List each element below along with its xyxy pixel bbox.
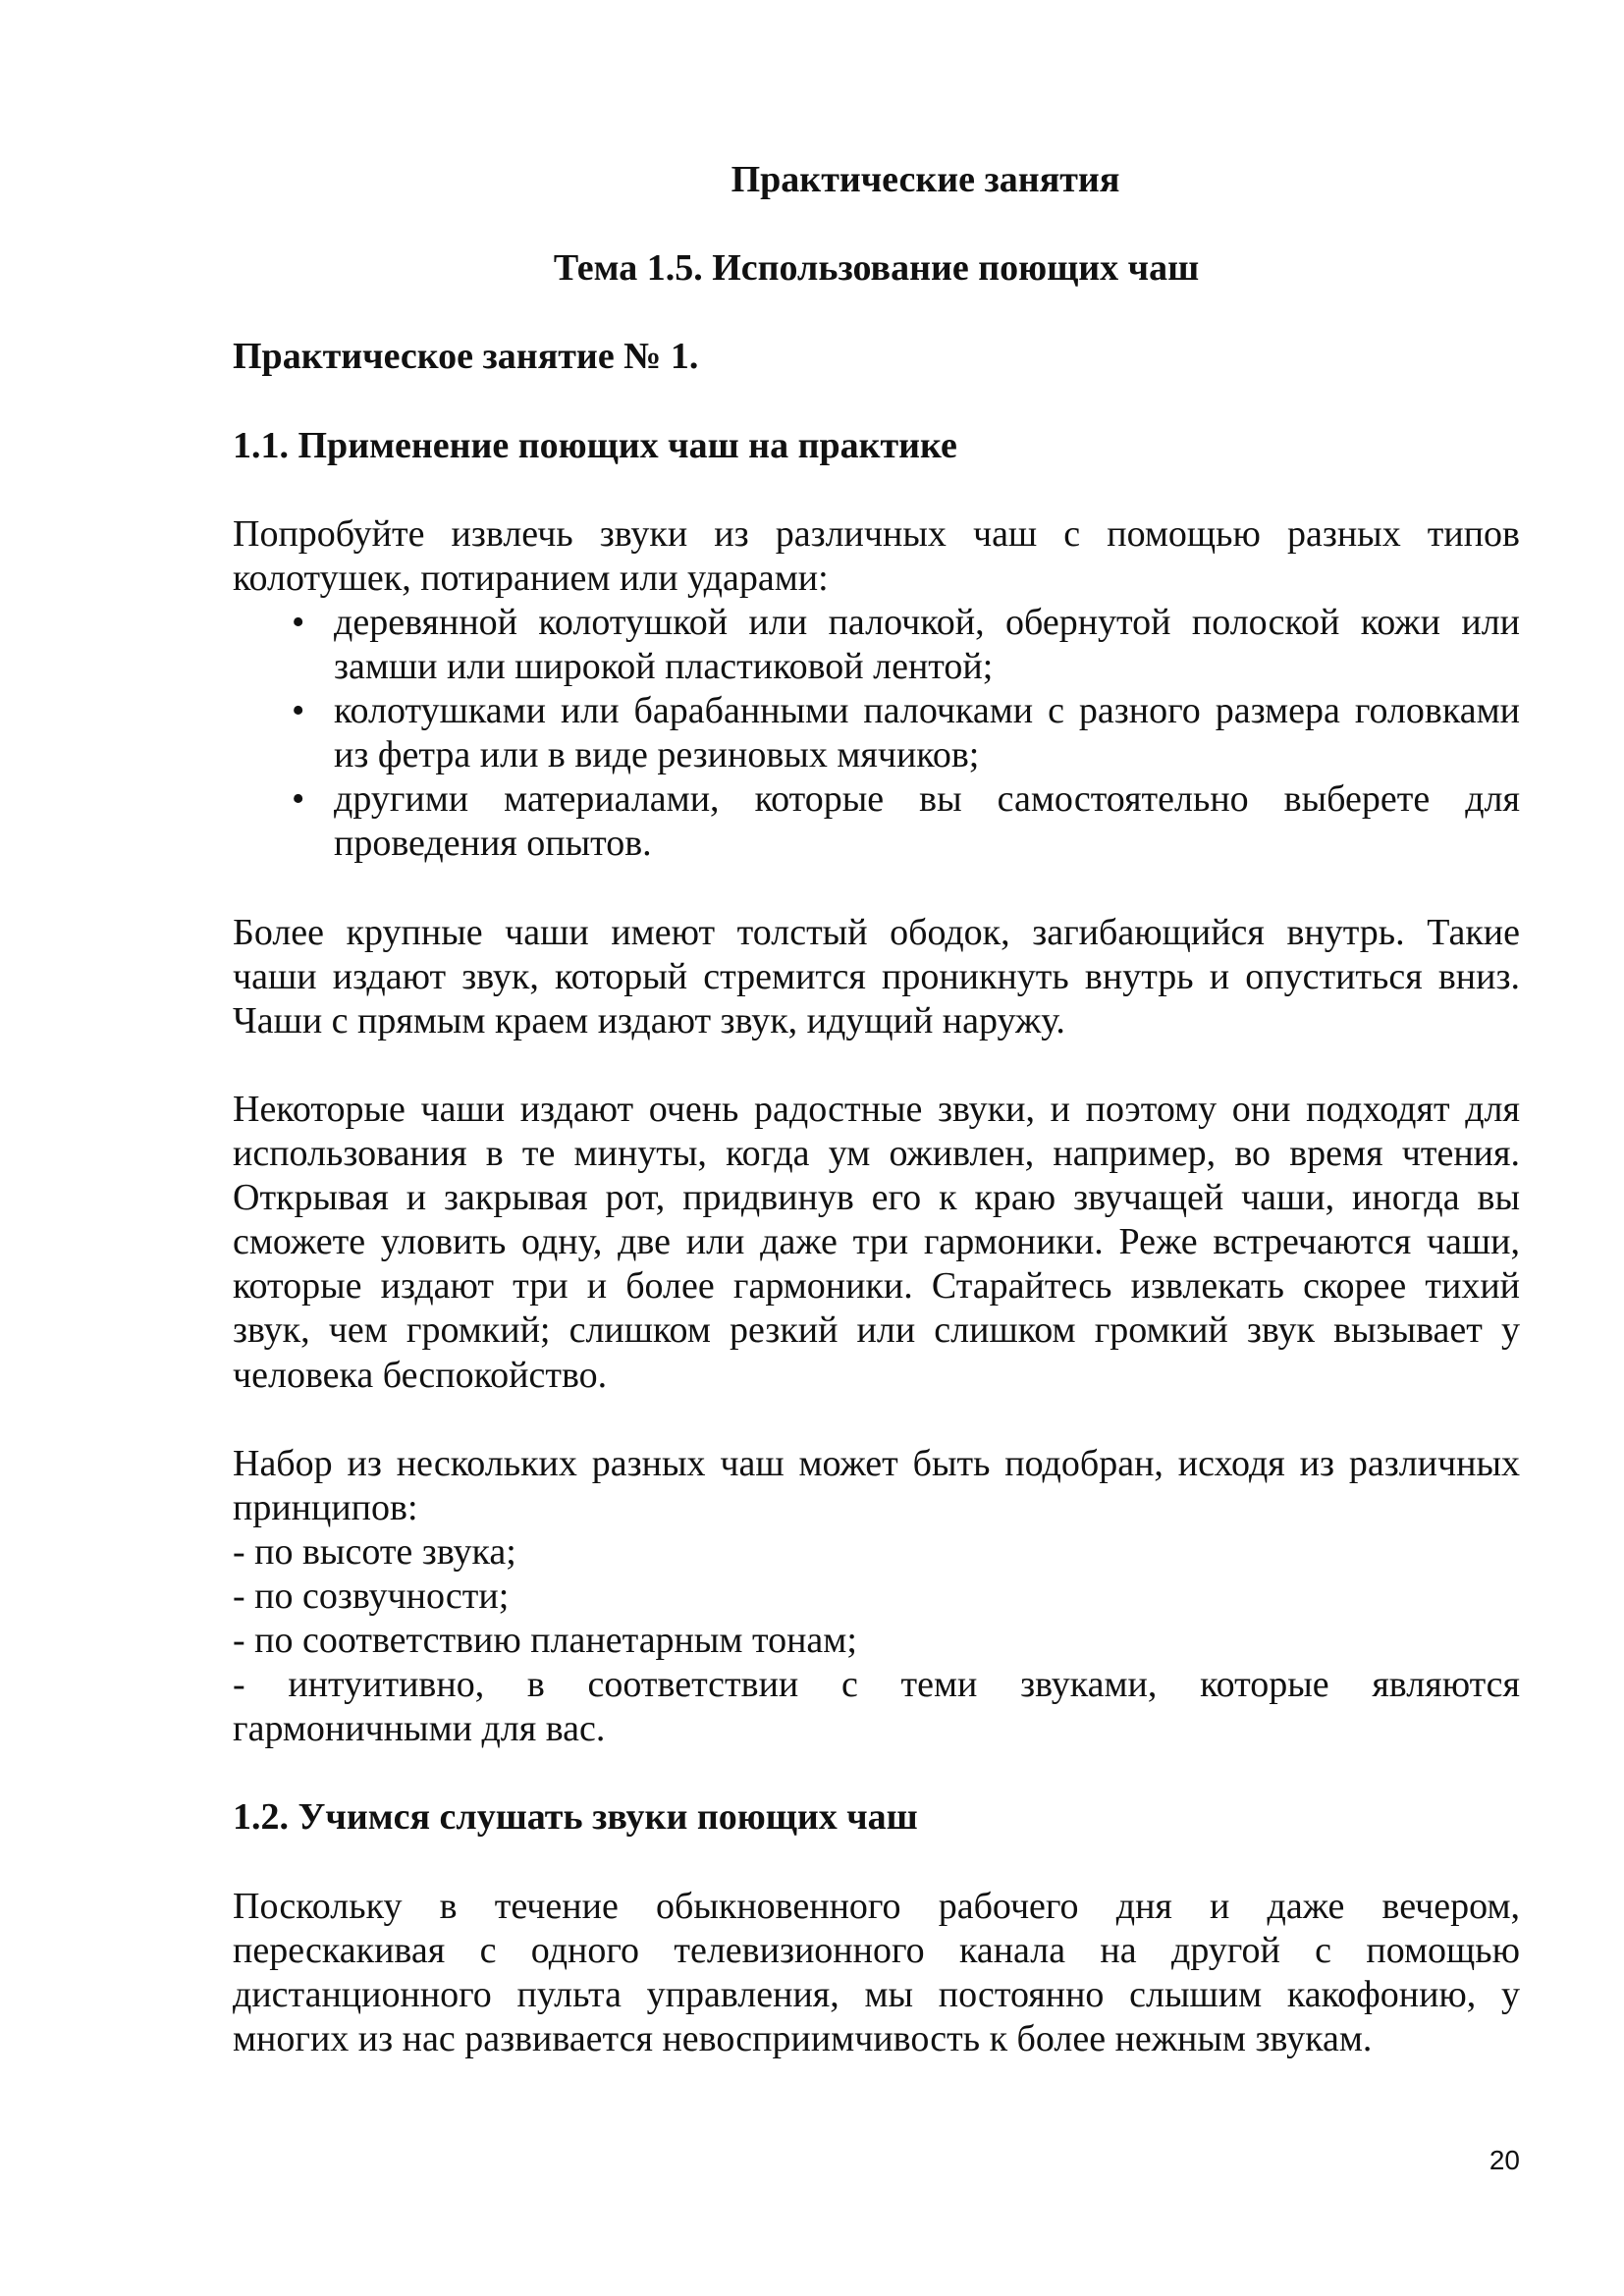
text-line: деревянной колотушкой или палочкой, обернутой полоской кожи или xyxy=(334,601,1520,643)
bullet-icon: • xyxy=(292,601,305,643)
text-line: гармоничными для вас. xyxy=(233,1708,606,1750)
text-line: Некоторые чаши издают очень радостные звуки, и поэтому они подходят для xyxy=(233,1088,1520,1130)
text-line: Чаши с прямым краем издают звук, идущий наружу. xyxy=(233,999,1065,1041)
text-line: Более крупные чаши имеют толстый ободок, загибающийся внутрь. Такие xyxy=(233,911,1520,953)
page-content xyxy=(233,158,1520,2061)
bullet-icon: • xyxy=(292,690,305,732)
topic-heading: Тема 1.5. Использование поющих чаш xyxy=(553,247,1200,290)
bullet-item xyxy=(233,689,1520,777)
text-line: использования в те минуты, когда ум оживлен, например, во время чтения. xyxy=(233,1133,1520,1175)
section-heading-1-2: 1.2. Учимся слушать звуки поющих чаш xyxy=(233,1796,918,1839)
lesson-heading: Практическое занятие № 1. xyxy=(233,336,699,378)
text-line: замши или широкой пластиковой лентой; xyxy=(334,646,994,688)
page-number: 20 xyxy=(1489,2145,1520,2175)
paragraph-set-principles xyxy=(233,1442,1520,1752)
paragraph-listening xyxy=(233,1885,1520,2061)
text-line: Попробуйте извлечь звуки из различных чаш с помощью разных типов xyxy=(233,512,1520,555)
text-line: принципов: xyxy=(233,1486,418,1528)
paragraph-bowls-rim xyxy=(233,911,1520,1043)
text-line: - интуитивно, в соответствии с теми звуками, которые являются xyxy=(233,1664,1520,1706)
text-line: сможете уловить одну, две или даже три гармоники. Реже встречаются чаши, xyxy=(233,1221,1520,1263)
paragraph-intro xyxy=(233,512,1520,601)
text-line: человека беспокойство. xyxy=(233,1354,608,1396)
text-line: которые издают три и более гармоники. Старайтесь извлекать скорее тихий xyxy=(233,1265,1520,1308)
text-line: колотушек, потиранием или ударами: xyxy=(233,557,829,599)
text-line: многих из нас развивается невосприимчивость к более нежным звукам. xyxy=(233,2017,1373,2059)
text-line: дистанционного пульта управления, мы постоянно слышим какофонию, у xyxy=(233,1973,1520,2015)
text-line: звук, чем громкий; слишком резкий или слишком громкий звук вызывает у xyxy=(233,1309,1520,1352)
text-line: проведения опытов. xyxy=(334,823,652,865)
text-line: перескакивая с одного телевизионного канала на другой с помощью xyxy=(233,1929,1520,1971)
text-line: - по высоте звука; xyxy=(233,1530,516,1573)
text-line: - по созвучности; xyxy=(233,1575,510,1617)
text-line: Открывая и закрывая рот, придвинув его к краю звучащей чаши, иногда вы xyxy=(233,1177,1520,1219)
text-line: из фетра или в виде резиновых мячиков; xyxy=(334,734,980,776)
text-line: Поскольку в течение обыкновенного рабочего дня и даже вечером, xyxy=(233,1885,1520,1927)
paragraph-harmonics xyxy=(233,1088,1520,1398)
bullet-icon: • xyxy=(292,778,305,821)
section-heading-1-1: 1.1. Применение поющих чаш на практике xyxy=(233,424,957,466)
text-line: другими материалами, которые вы самостоятельно выберете для xyxy=(334,778,1520,821)
text-line: Набор из нескольких разных чаш может быть подобран, исходя из различных xyxy=(233,1442,1520,1484)
text-line: чаши издают звук, который стремится проникнуть внутрь и опуститься вниз. xyxy=(233,955,1520,997)
page-title: Практические занятия xyxy=(731,159,1120,200)
bullet-item xyxy=(233,601,1520,689)
text-line: колотушками или барабанными палочками с разного размера головками xyxy=(334,690,1520,732)
bullet-item xyxy=(233,777,1520,866)
bullet-list xyxy=(233,601,1520,867)
text-line: - по соответствию планетарным тонам; xyxy=(233,1620,857,1662)
